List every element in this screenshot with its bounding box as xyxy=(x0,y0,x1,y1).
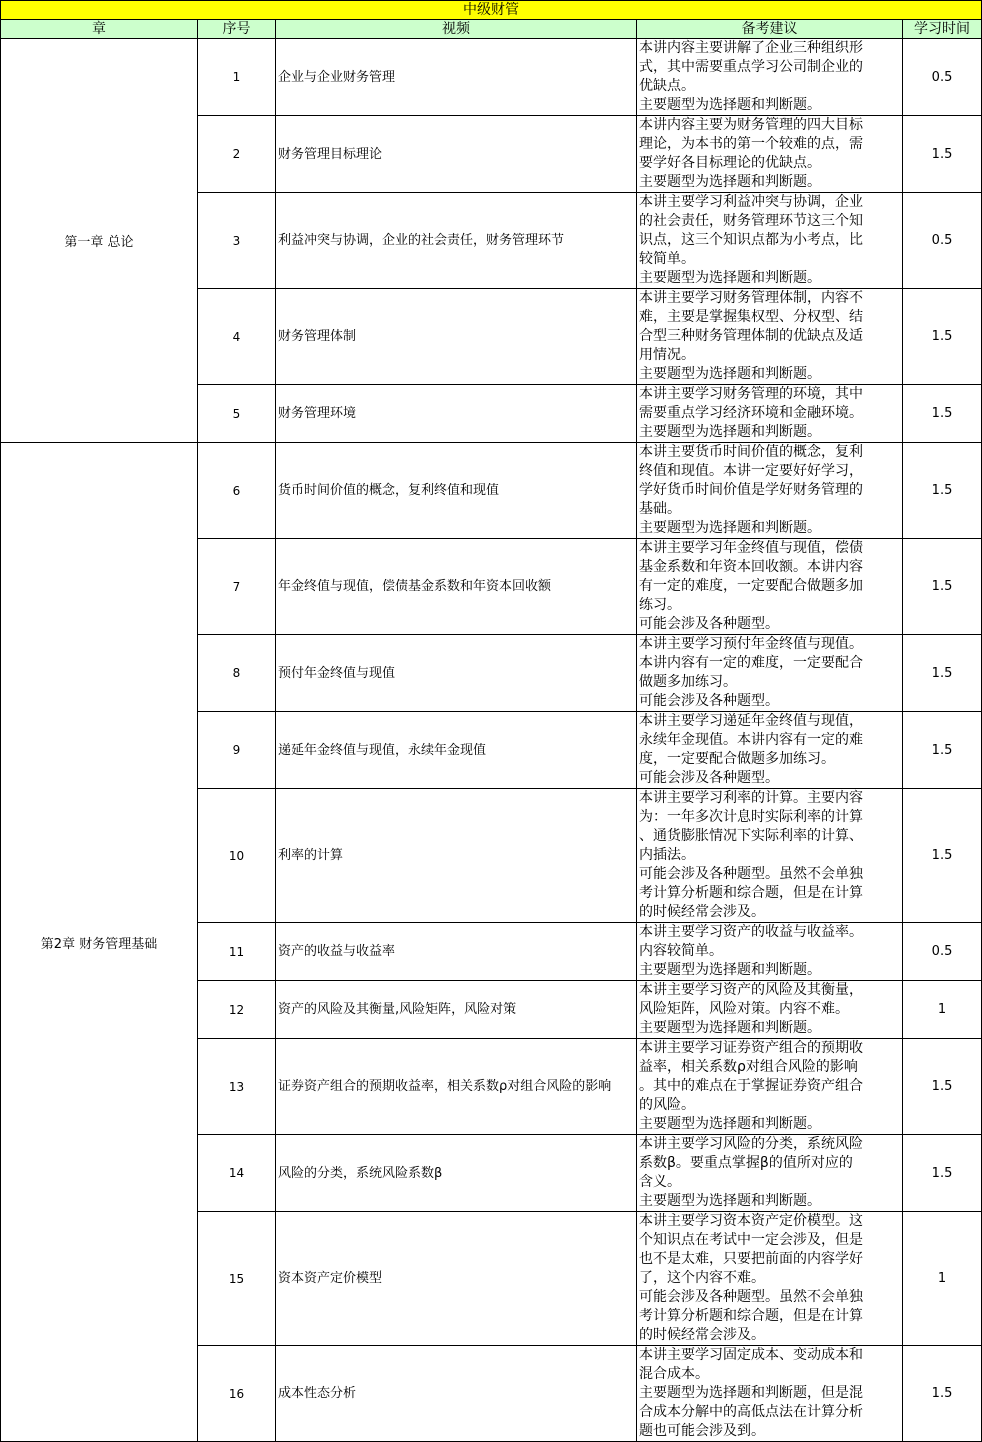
row-no: 1 xyxy=(198,39,276,116)
advice-text: 本讲主要学习财务管理体制，内容不 难，主要是掌握集权型、分权型、结 合型三种财务管理体制的优缺点及适 用情况。 主要题型为选择题和判断题。 xyxy=(637,289,903,385)
advice-text: 本讲主要学习风险的分类，系统风险 系数β。要重点掌握β的值所对应的 含义。 主要题型为选择题和判断题。 xyxy=(637,1135,903,1212)
header-advice: 备考建议 xyxy=(637,20,903,39)
study-time: 1.5 xyxy=(903,712,982,789)
video-title: 预付年金终值与现值 xyxy=(276,635,637,712)
row-no: 4 xyxy=(198,289,276,385)
row-no: 7 xyxy=(198,539,276,635)
advice-text: 本讲主要学习资本资产定价模型。这 个知识点在考试中一定会涉及，但是 也不是太难，只要把前面的内容学好 了，这个内容不难。 可能会涉及各种题型。虽然不会单独 考计算分析题和综合题，但是在计算 的时候经常会涉及。 xyxy=(637,1212,903,1346)
header-no: 序号 xyxy=(198,20,276,39)
header-chapter: 章 xyxy=(1,20,198,39)
advice-text: 本讲主要学习财务管理的环境，其中 需要重点学习经济环境和金融环境。 主要题型为选择题和判断题。 xyxy=(637,385,903,443)
table-row xyxy=(1,443,982,539)
advice-text: 本讲主要学习资产的风险及其衡量， 风险矩阵，风险对策。内容不难。 主要题型为选择题和判断题。 xyxy=(637,981,903,1039)
chapter-cell: 第一章 总论 xyxy=(1,39,198,443)
row-no: 6 xyxy=(198,443,276,539)
video-title: 资产的收益与收益率 xyxy=(276,923,637,981)
video-title: 财务管理体制 xyxy=(276,289,637,385)
study-time: 1 xyxy=(903,1212,982,1346)
table-row xyxy=(1,39,982,116)
row-no: 14 xyxy=(198,1135,276,1212)
advice-text: 本讲主要学习固定成本、变动成本和 混合成本。 主要题型为选择题和判断题，但是混 合成本分解中的高低点法在计算分析 题也可能会涉及到。 xyxy=(637,1346,903,1442)
advice-text: 本讲内容主要为财务管理的四大目标 理论，为本书的第一个较难的点，需 要学好各目标理论的优缺点。 主要题型为选择题和判断题。 xyxy=(637,116,903,193)
row-no: 2 xyxy=(198,116,276,193)
study-time: 1.5 xyxy=(903,116,982,193)
video-title: 财务管理目标理论 xyxy=(276,116,637,193)
study-time: 0.5 xyxy=(903,39,982,116)
row-no: 16 xyxy=(198,1346,276,1442)
study-time: 1.5 xyxy=(903,289,982,385)
video-title: 货币时间价值的概念，复利终值和现值 xyxy=(276,443,637,539)
row-no: 11 xyxy=(198,923,276,981)
advice-text: 本讲主要学习利率的计算。主要内容 为：一年多次计息时实际利率的计算 、通货膨胀情况下实际利率的计算、 内插法。 可能会涉及各种题型。虽然不会单独 考计算分析题和综合题，但是在计算 的时候经常会涉及。 xyxy=(637,789,903,923)
study-time: 1.5 xyxy=(903,1135,982,1212)
study-time: 1.5 xyxy=(903,1039,982,1135)
row-no: 10 xyxy=(198,789,276,923)
advice-text: 本讲内容主要讲解了企业三种组织形 式，其中需要重点学习公司制企业的 优缺点。 主要题型为选择题和判断题。 xyxy=(637,39,903,116)
study-time: 1.5 xyxy=(903,635,982,712)
study-time: 1.5 xyxy=(903,385,982,443)
row-no: 15 xyxy=(198,1212,276,1346)
video-title: 资本资产定价模型 xyxy=(276,1212,637,1346)
advice-text: 本讲主要学习资产的收益与收益率。 内容较简单。 主要题型为选择题和判断题。 xyxy=(637,923,903,981)
row-no: 8 xyxy=(198,635,276,712)
study-time: 1.5 xyxy=(903,443,982,539)
row-no: 12 xyxy=(198,981,276,1039)
study-time: 0.5 xyxy=(903,193,982,289)
video-title: 风险的分类，系统风险系数β xyxy=(276,1135,637,1212)
study-time: 1.5 xyxy=(903,539,982,635)
advice-text: 本讲主要学习证券资产组合的预期收 益率，相关系数ρ对组合风险的影响 。其中的难点在于掌握证券资产组合 的风险。 主要题型为选择题和判断题。 xyxy=(637,1039,903,1135)
header-time: 学习时间 xyxy=(903,20,982,39)
study-time: 0.5 xyxy=(903,923,982,981)
video-title: 利益冲突与协调，企业的社会责任，财务管理环节 xyxy=(276,193,637,289)
study-time: 1.5 xyxy=(903,789,982,923)
row-no: 5 xyxy=(198,385,276,443)
video-title: 财务管理环境 xyxy=(276,385,637,443)
row-no: 13 xyxy=(198,1039,276,1135)
video-title: 证券资产组合的预期收益率，相关系数ρ对组合风险的影响 xyxy=(276,1039,637,1135)
row-no: 9 xyxy=(198,712,276,789)
video-title: 成本性态分析 xyxy=(276,1346,637,1442)
advice-text: 本讲主要学习预付年金终值与现值。 本讲内容有一定的难度，一定要配合 做题多加练习。 可能会涉及各种题型。 xyxy=(637,635,903,712)
video-title: 资产的风险及其衡量,风险矩阵，风险对策 xyxy=(276,981,637,1039)
video-title: 企业与企业财务管理 xyxy=(276,39,637,116)
study-time: 1 xyxy=(903,981,982,1039)
advice-text: 本讲主要学习递延年金终值与现值， 永续年金现值。本讲内容有一定的难 度，一定要配合做题多加练习。 可能会涉及各种题型。 xyxy=(637,712,903,789)
advice-text: 本讲主要学习年金终值与现值，偿债 基金系数和年资本回收额。本讲内容 有一定的难度，一定要配合做题多加 练习。 可能会涉及各种题型。 xyxy=(637,539,903,635)
row-no: 3 xyxy=(198,193,276,289)
video-title: 利率的计算 xyxy=(276,789,637,923)
advice-text: 本讲主要货币时间价值的概念，复利 终值和现值。本讲一定要好好学习， 学好货币时间价值是学好财务管理的 基础。 主要题型为选择题和判断题。 xyxy=(637,443,903,539)
video-title: 递延年金终值与现值，永续年金现值 xyxy=(276,712,637,789)
chapter-cell: 第2章 财务管理基础 xyxy=(1,443,198,1442)
video-title: 年金终值与现值，偿债基金系数和年资本回收额 xyxy=(276,539,637,635)
advice-text: 本讲主要学习利益冲突与协调，企业 的社会责任，财务管理环节这三个知 识点，这三个知识点都为小考点，比 较简单。 主要题型为选择题和判断题。 xyxy=(637,193,903,289)
study-time: 1.5 xyxy=(903,1346,982,1442)
table-title: 中级财管 xyxy=(1,1,982,20)
header-video: 视频 xyxy=(276,20,637,39)
